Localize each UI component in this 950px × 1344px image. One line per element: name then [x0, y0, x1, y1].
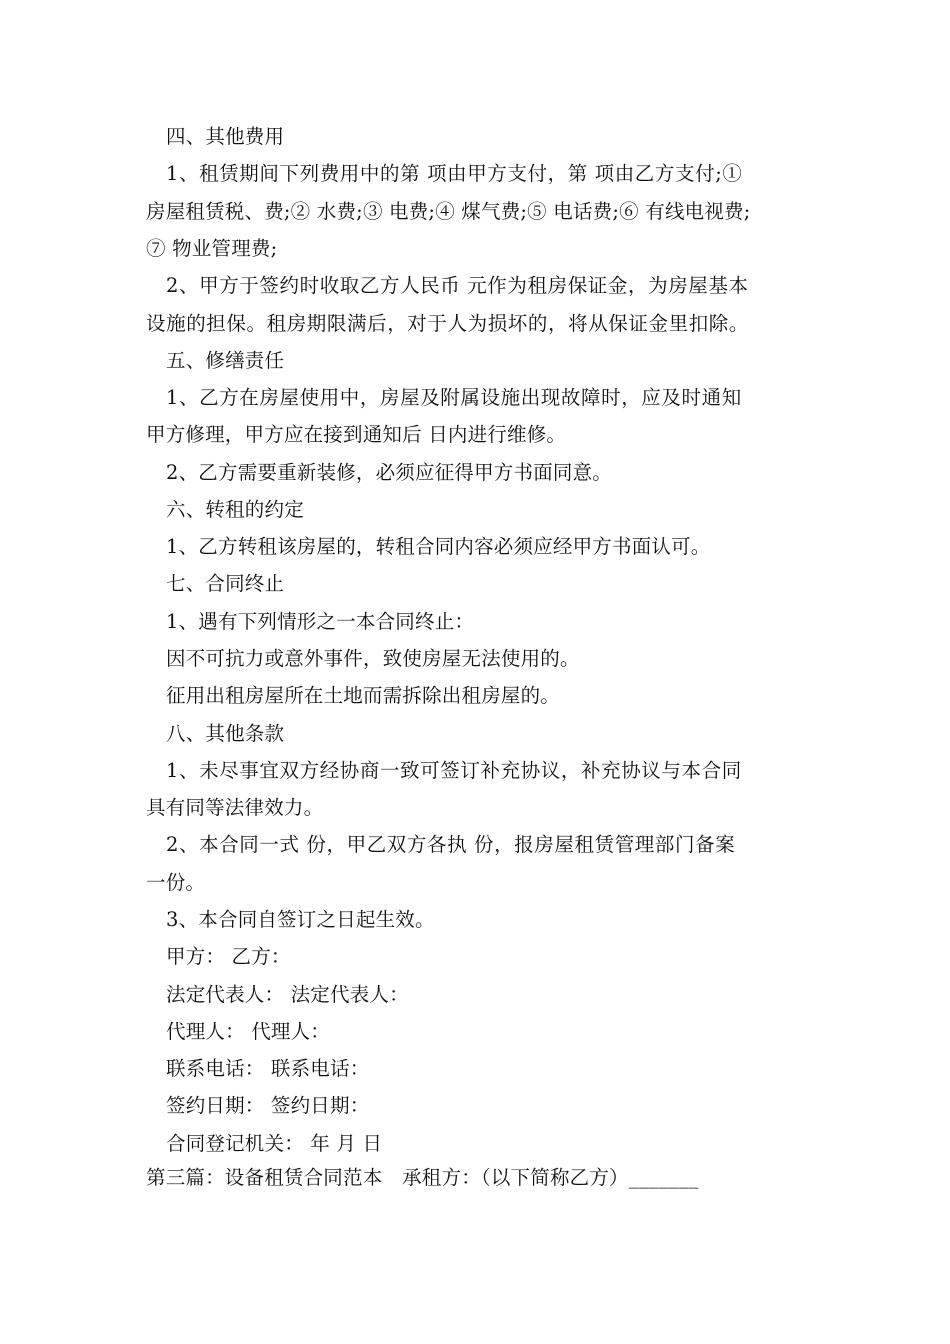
registration-line: 合同登记机关： 年 月 日 [166, 1132, 383, 1155]
paragraph-line: 2、甲方于签约时收取乙方人民币 元作为租房保证金，为房屋基本 [166, 274, 749, 297]
paragraph-line: 2、乙方需要重新装修，必须应征得甲方书面同意。 [166, 461, 613, 484]
signature-line-phone: 联系电话： 联系电话： [166, 1057, 370, 1080]
paragraph-line: 设施的担保。租房期限满后，对于人为损坏的，将从保证金里扣除。 [146, 312, 750, 335]
paragraph-line: 1、未尽事宜双方经协商一致可签订补充协议，补充协议与本合同 [166, 759, 742, 782]
paragraph-line: 1、乙方在房屋使用中，房屋及附属设施出现故障时，应及时通知 [166, 386, 742, 409]
next-article-heading: 第三篇：设备租赁合同范本 承租方：（以下简称乙方）_______ [146, 1166, 699, 1189]
signature-line-agent: 代理人： 代理人： [166, 1020, 330, 1043]
paragraph-line: 2、本合同一式 份，甲乙双方各执 份，报房屋租赁管理部门备案 [166, 833, 736, 856]
section-heading-other-fees: 四、其他费用 [166, 125, 285, 148]
paragraph-line: ⑦ 物业管理费; [146, 237, 278, 260]
section-heading-sublease: 六、转租的约定 [166, 498, 304, 521]
paragraph-line: 甲方修理，甲方应在接到通知后 日内进行维修。 [146, 423, 567, 446]
paragraph-line: 房屋租赁税、费;② 水费;③ 电费;④ 煤气费;⑤ 电话费;⑥ 有线电视费; [146, 200, 751, 223]
section-heading-other-terms: 八、其他条款 [166, 722, 285, 745]
paragraph-line: 1、租赁期间下列费用中的第 项由甲方支付，第 项由乙方支付;① [166, 162, 743, 185]
signature-line-legal-rep: 法定代表人： 法定代表人： [166, 983, 409, 1006]
paragraph-line: 1、遇有下列情形之一本合同终止： [166, 610, 475, 633]
signature-line-date: 签约日期： 签约日期： [166, 1094, 370, 1117]
paragraph-line: 具有同等法律效力。 [146, 796, 324, 819]
signature-line-party: 甲方： 乙方： [166, 945, 291, 968]
paragraph-line: 因不可抗力或意外事件，致使房屋无法使用的。 [166, 647, 580, 670]
paragraph-line: 征用出租房屋所在土地而需拆除出租房屋的。 [166, 684, 561, 707]
section-heading-termination: 七、合同终止 [166, 572, 285, 595]
paragraph-line: 一份。 [146, 871, 206, 894]
section-heading-repair: 五、修缮责任 [166, 349, 285, 372]
paragraph-line: 3、本合同自签订之日起生效。 [166, 908, 435, 931]
paragraph-line: 1、乙方转租该房屋的，转租合同内容必须应经甲方书面认可。 [166, 535, 711, 558]
